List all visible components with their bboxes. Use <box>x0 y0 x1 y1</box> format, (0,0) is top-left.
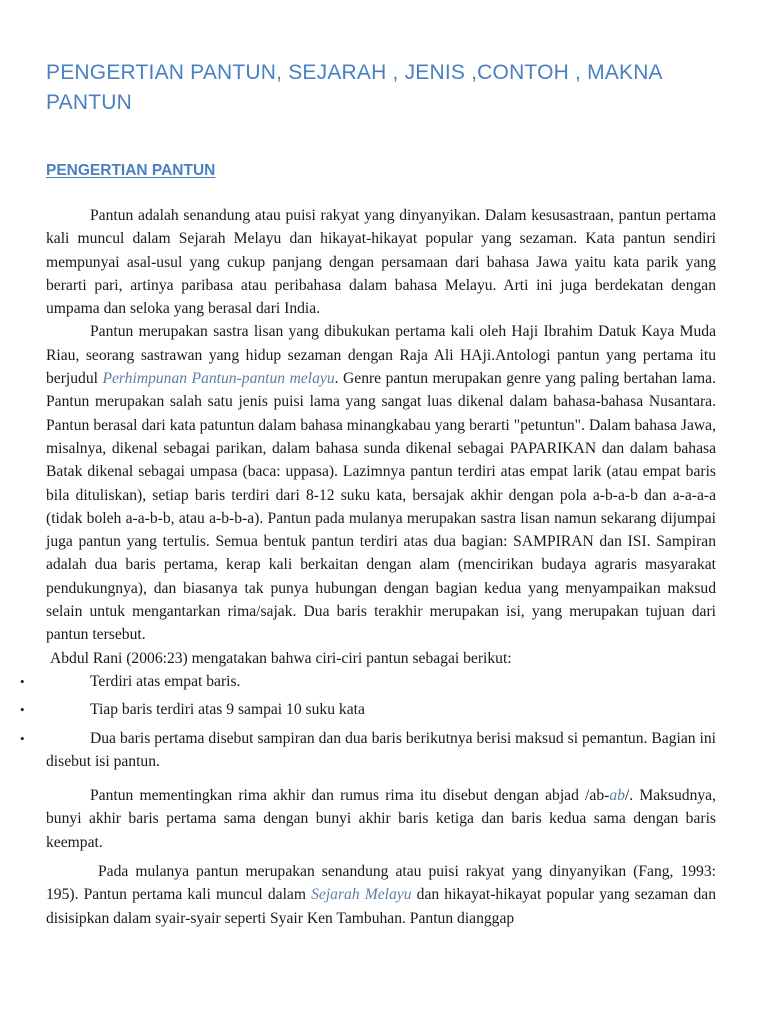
paragraph-origin <box>46 860 716 930</box>
document-body <box>20 204 716 930</box>
paragraph-rhyme-text-a: Pantun mementingkan rima akhir dan rumus rima itu disebut dengan abjad /ab- <box>90 787 610 805</box>
bullet-icon: • <box>20 673 25 689</box>
paragraph-rhyme <box>46 784 716 854</box>
paragraph-origin-text-a: Pada mulanya pantun merupakan senandung atau puisi rakyat yang dinyanyikan (Fang, 1993: 195). Pantun pertama kali muncul dalam <box>46 863 716 904</box>
bullet-icon: • <box>20 730 25 746</box>
paragraph-characteristics-intro: Abdul Rani (2006:23) mengatakan bahwa ciri-ciri pantun sebagai berikut: <box>50 649 512 667</box>
paragraph-definition: Pantun adalah senandung atau puisi rakyat yang dinyanyikan. Dalam kesusastraan, pantun pertama kali muncul dalam Sejarah Melayu dan hikayat-hikayat popular yang sezaman. Kata pantun sendiri mempunyai asal-usul yang cukup panjang dengan persamaan dari bahasa Jawa yaitu kata parik yang berarti pari, artinya paribasa atau peribahasa dalam bahasa Melayu. Arti ini juga berdekatan dengan umpama dan seloka yang berasal dari India. <box>46 207 716 318</box>
document-title: PENGERTIAN PANTUN, SEJARAH , JENIS ,CONTOH , MAKNA PANTUN <box>46 61 662 114</box>
paragraph-origin-text-b: dan hikayat-hikayat popular yang sezaman dan disisipkan dalam syair-syair seperti Syair Ken Tambuhan. Pantun dianggap <box>46 886 716 927</box>
paragraph-history-text-b: . Genre pantun merupakan genre yang paling bertahan lama. Pantun merupakan salah satu jenis puisi lama yang sangat luas dikenal dalam bahasa-bahasa Nusantara. Pantun berasal dari kata patuntun dalam bahasa minangkabau yang berarti "petuntun". Dalam bahasa Jawa, misalnya, dikenal sebagai parikan, dalam bahasa sunda dikenal sebagai PAPARIKAN dan dalam bahasa Batak dikenal sebagai umpasa (baca: uppasa). Lazimnya pantun terdiri atas empat larik (atau empat baris bila dituliskan), setiap baris terdiri dari 8-12 suku kata, bersajak akhir dengan pola a-b-a-b dan a-a-a-a (tidak boleh a-a-b-b, atau a-b-b-a). Pantun pada mulanya merupakan sastra lisan namun sekarang dijumpai juga pantun yang tertulis. Semua bentuk pantun terdiri atas dua bagian: SAMPIRAN dan ISI. Sampiran adalah dua baris pertama, kerap kali berkaitan dengan alam (mencirikan budaya agraris masyarakat pendukungnya), dan biasanya tak punya hubungan dengan bagian kedua yang menyampaikan maksud selain untuk mengantarkan rima/sajak. Dua baris terakhir merupakan isi, yang merupakan tujuan dari pantun tersebut. <box>46 370 716 644</box>
rhyme-pattern: ab <box>609 787 625 805</box>
anthology-title: Perhimpunan Pantun-pantun melayu <box>102 370 335 388</box>
list-item <box>20 670 716 693</box>
section-heading: PENGERTIAN PANTUN <box>46 162 216 179</box>
paragraph-rhyme-text-b: /. Maksudnya, bunyi akhir baris pertama sama dengan bunyi akhir baris ketiga dan baris kedua sama dengan baris keempat. <box>46 787 716 851</box>
list-item-text: Dua baris pertama disebut sampiran dan dua baris berikutnya berisi maksud si pemantun. Bagian ini disebut isi pantun. <box>46 729 716 770</box>
list-item-text: Tiap baris terdiri atas 9 sampai 10 suku kata <box>90 701 365 719</box>
list-item-text: Terdiri atas empat baris. <box>90 672 241 690</box>
characteristics-list <box>20 670 716 773</box>
list-item <box>20 698 716 721</box>
list-item <box>20 727 716 774</box>
paragraph-history-text-a: Pantun merupakan sastra lisan yang dibukukan pertama kali oleh Haji Ibrahim Datuk Kaya Muda Riau, seorang sastrawan yang hidup sezaman dengan Raja Ali HAji.Antologi pantun yang pertama itu berjudul <box>46 323 716 388</box>
source-title: Sejarah Melayu <box>311 886 412 904</box>
paragraph-history <box>46 320 716 646</box>
bullet-icon: • <box>20 702 25 718</box>
